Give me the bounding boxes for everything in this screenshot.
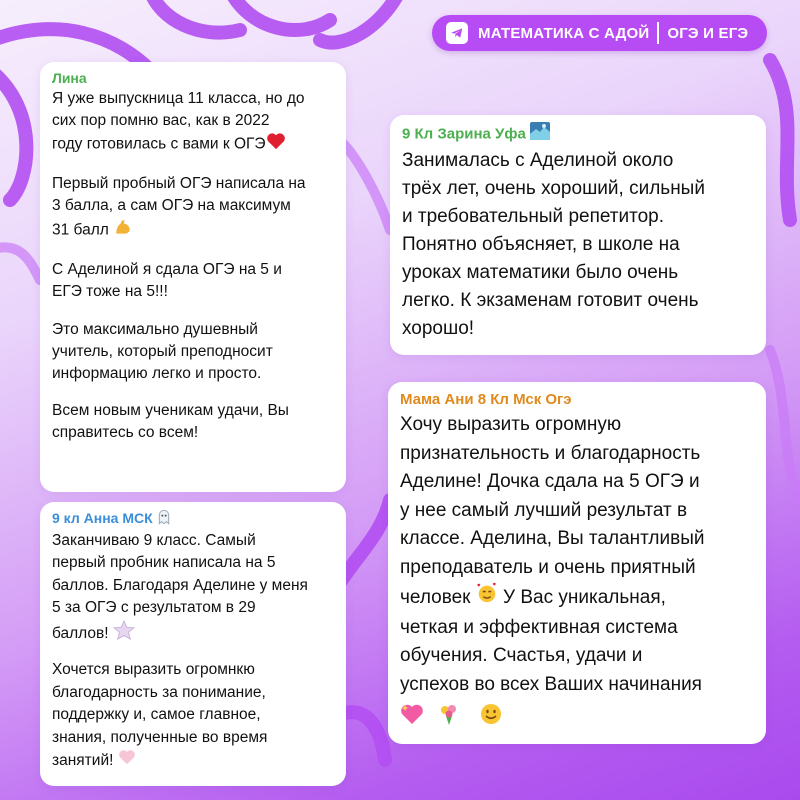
review-line: Хочется выразить огромнкю xyxy=(52,661,255,679)
review-line: преподаватель и очень приятный xyxy=(400,556,696,578)
review-line: Я уже выпускница 11 класса, но до xyxy=(52,90,305,107)
review-author: Мама Ани 8 Кл Мск Огэ xyxy=(400,391,572,408)
ghost-icon xyxy=(157,509,171,530)
review-line: С Аделиной я сдала ОГЭ на 5 и xyxy=(52,261,282,278)
review-line: занятий! xyxy=(52,749,334,773)
channel-title: МАТЕМАТИКА С АДОЙ xyxy=(478,24,650,42)
review-line: баллов. Благодаря Аделине у меня xyxy=(52,576,308,594)
bouquet-icon xyxy=(437,702,461,736)
review-line: информацию легко и просто. xyxy=(52,364,262,382)
review-author: 9 Кл Зарина Уфа xyxy=(402,122,754,147)
red-heart-icon xyxy=(266,132,286,157)
review-line: 31 балл xyxy=(52,217,334,244)
review-line: трёх лет, очень хороший, сильный xyxy=(402,178,705,199)
review-line: поддержку и, самое главное, xyxy=(52,706,261,724)
picture-icon xyxy=(530,122,550,147)
review-line: признательность и благодарность xyxy=(400,442,701,464)
review-line: баллов! xyxy=(52,620,334,648)
review-line: человек У Вас уникальная, xyxy=(400,582,754,614)
star-icon xyxy=(113,620,135,648)
badge-divider xyxy=(657,22,659,44)
review-line: 5 за ОГЭ с результатом в 29 xyxy=(52,599,256,617)
review-line: Заканчиваю 9 класс. Самый xyxy=(52,531,256,549)
review-line: легко. К экзаменам готовит очень xyxy=(402,290,699,311)
review-line: классе. Аделина, Вы талантливый xyxy=(400,528,705,549)
review-line: четкая и эффективная система xyxy=(400,616,678,638)
review-line: Занималась с Аделиной около xyxy=(402,150,674,171)
sparkling-heart-icon xyxy=(400,703,424,735)
review-line: учитель, который преподносит xyxy=(52,342,273,360)
review-line: Всем новым ученикам удачи, Вы xyxy=(52,402,289,419)
review-line: успехов во всех Ваших начинания xyxy=(400,673,702,695)
review-line: справитесь со всем! xyxy=(52,424,199,441)
review-line: уроках математики было очень xyxy=(402,262,679,283)
review-card-mama-ani xyxy=(388,382,766,744)
review-line: Это максимально душевный xyxy=(52,320,258,338)
review-line: ЕГЭ тоже на 5!!! xyxy=(52,283,168,300)
review-line: обучения. Счастья, удачи и xyxy=(400,645,643,666)
pink-heart-icon xyxy=(118,749,136,773)
review-line: благодарность за понимание, xyxy=(52,683,266,701)
channel-subtitle: ОГЭ И ЕГЭ xyxy=(667,24,749,42)
review-card-anna xyxy=(40,502,346,786)
flexed-biceps-icon xyxy=(113,217,133,244)
channel-badge[interactable] xyxy=(432,15,767,51)
review-line: хорошо! xyxy=(402,318,475,339)
review-line: знания, полученные во время xyxy=(52,728,268,746)
review-line: Аделине! Дочка сдала на 5 ОГЭ и xyxy=(400,471,700,492)
review-card-lina xyxy=(40,62,346,492)
smiling-face-icon xyxy=(479,702,503,736)
emoji-row xyxy=(400,702,754,736)
telegram-icon xyxy=(446,22,468,44)
smiling-face-with-hearts-icon xyxy=(476,582,498,614)
review-line: и требовательный репетитор. xyxy=(402,206,665,227)
review-author: Лина xyxy=(52,70,87,86)
review-line: сих пор помню вас, как в 2022 xyxy=(52,112,270,129)
review-line: у нее самый лучший результат в xyxy=(400,499,688,521)
review-line: Хочу выразить огромную xyxy=(400,414,622,435)
review-card-zarina xyxy=(390,115,766,355)
review-line: Понятно объясняет, в школе на xyxy=(402,234,680,255)
review-author: 9 кл Анна МСК xyxy=(52,508,334,530)
review-line: году готовилась с вами к ОГЭ xyxy=(52,132,334,157)
review-line: Первый пробный ОГЭ написала на xyxy=(52,174,306,192)
review-line: первый пробник написала на 5 xyxy=(52,554,276,572)
review-line: 3 балла, а сам ОГЭ на максимум xyxy=(52,196,291,214)
